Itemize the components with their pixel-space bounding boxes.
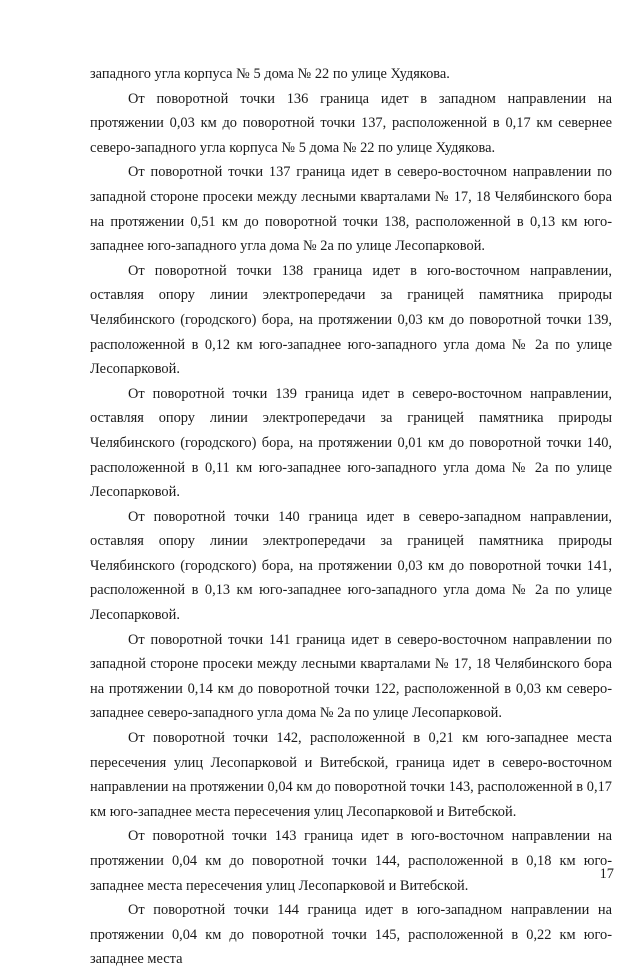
paragraph-point-140: От поворотной точки 140 граница идет в северо-западном направлении, оставляя опору линии электропередачи за границей памятника природы Челябинского (городского) бора, на протяжении 0,03 км до поворотной точки 141, расположенной в 0,13 км юго-западнее юго-западного угла дома № 2а по улице Лесопарковой.: [90, 508, 612, 624]
page-number: 17: [599, 866, 614, 882]
paragraph-point-138: От поворотной точки 138 граница идет в юго-восточном направлении, оставляя опору линии электропередачи за границей памятника природы Челябинского (городского) бора, на протяжении 0,03 км до поворотной точки 139, расположенной в 0,12 км юго-западнее юго-западного угла дома № 2а по улице Лесопарковой.: [90, 262, 612, 378]
paragraph-point-144: От поворотной точки 144 граница идет в юго-западном направлении на протяжении 0,04 км до поворотной точки 145, расположенной в 0,22 км юго-западнее места: [90, 902, 612, 968]
paragraph-point-143: От поворотной точки 143 граница идет в юго-восточном направлении на протяжении 0,04 км до поворотной точки 144, расположенной в 0,18 км юго-западнее места пересечения улиц Лесопарковой и Витебской.: [90, 828, 612, 894]
paragraph-point-139: От поворотной точки 139 граница идет в северо-восточном направлении, оставляя опору линии электропередачи за границей памятника природы Челябинского (городского) бора, на протяжении 0,01 км до поворотной точки 140, расположенной в 0,11 км юго-западнее юго-западного угла дома № 2а по улице Лесопарковой.: [90, 385, 612, 501]
paragraph-point-137: От поворотной точки 137 граница идет в северо-восточном направлении по западной стороне просеки между лесными кварталами № 17, 18 Челябинского бора на протяжении 0,51 км до поворотной точки 138, расположенной в 0,13 км юго-западнее юго-западного угла дома № 2а по улице Лесопарковой.: [90, 164, 612, 255]
paragraph-point-136: От поворотной точки 136 граница идет в западном направлении на протяжении 0,03 км до поворотной точки 137, расположенной в 0,17 км севернее северо-западного угла корпуса № 5 дома № 22 по улице Худякова.: [90, 90, 612, 156]
paragraph-continuation: западного угла корпуса № 5 дома № 22 по улице Худякова.: [90, 66, 450, 82]
document-body: [90, 62, 612, 972]
paragraph-point-142: От поворотной точки 142, расположенной в 0,21 км юго-западнее места пересечения улиц Лесопарковой и Витебской, граница идет в северо-восточном направлении на протяжении 0,04 км до поворотной точки 143, расположенной в 0,17 км юго-западнее места пересечения улиц Лесопарковой и Витебской.: [90, 730, 612, 820]
paragraph-point-141: От поворотной точки 141 граница идет в северо-восточном направлении по западной стороне просеки между лесными кварталами № 17, 18 Челябинского бора на протяжении 0,14 км до поворотной точки 122, расположенной в 0,03 км северо-западнее северо-западного угла дома № 2а по улице Лесопарковой.: [90, 631, 612, 722]
